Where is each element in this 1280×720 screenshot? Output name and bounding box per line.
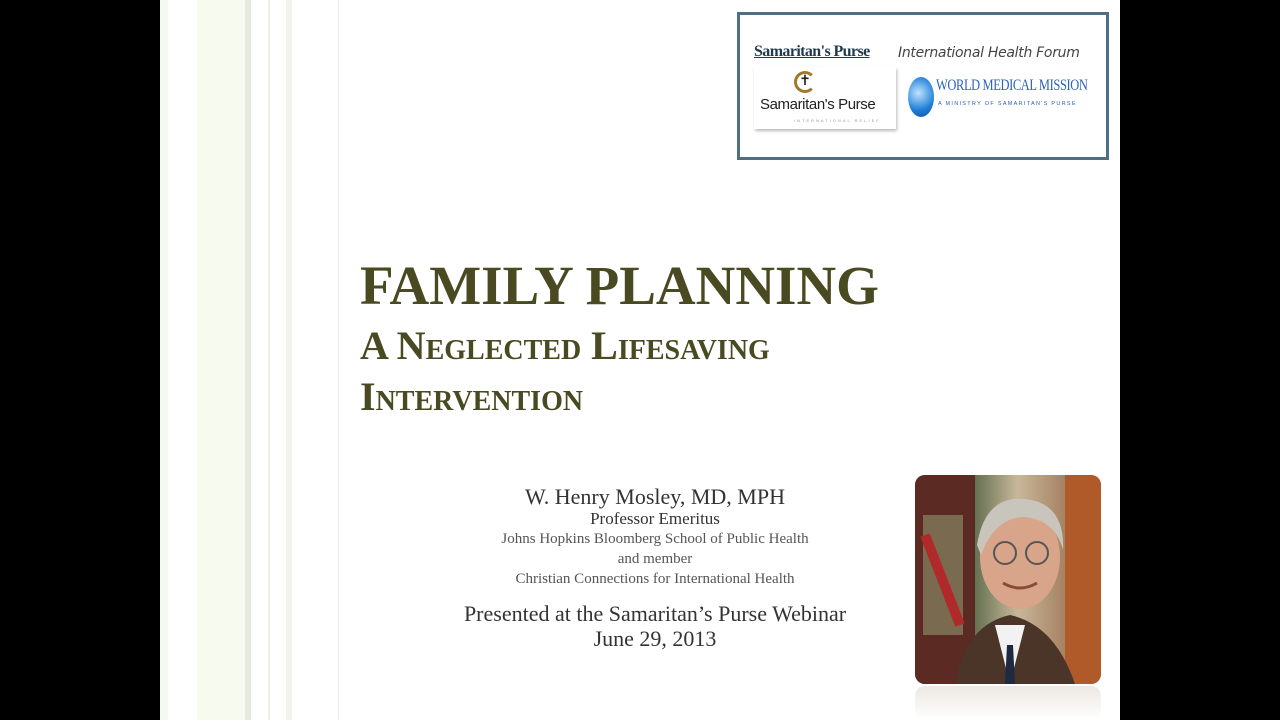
author-institution: Johns Hopkins Bloomberg School of Public Health: [501, 531, 809, 547]
portrait-illustration: [915, 475, 1101, 684]
slide-subtitle: A Neglected Lifesaving Intervention: [360, 323, 770, 419]
author-photo: [915, 475, 1101, 684]
author-organization: Christian Connections for International Health: [515, 571, 795, 587]
decorative-stripe: [338, 0, 339, 720]
decorative-stripe: [268, 0, 270, 720]
author-role: Professor Emeritus: [590, 509, 720, 528]
author-and-member: and member: [617, 551, 693, 567]
world-medical-mission-logo: WORLD MEDICAL MISSION: [936, 77, 1088, 94]
slide-title: FAMILY PLANNING: [360, 255, 879, 316]
forum-name: International Health Forum: [898, 45, 1080, 61]
globe-icon: [908, 77, 934, 117]
presented-at: Presented at the Samaritan’s Purse Webinar: [463, 601, 847, 626]
world-medical-mission-tagline: A MINISTRY OF SAMARITAN'S PURSE: [938, 101, 1077, 107]
photo-reflection: [915, 686, 1101, 720]
samaritans-purse-logo: [754, 67, 896, 129]
author-name: W. Henry Mosley, MD, MPH: [525, 484, 785, 509]
presentation-date: June 29, 2013: [593, 626, 717, 651]
decorative-stripe: [245, 0, 251, 720]
decorative-stripe: [286, 0, 292, 720]
cross-icon: ✝: [794, 71, 816, 93]
decorative-stripe: [197, 0, 247, 720]
samaritans-purse-tagline: INTERNATIONAL RELIEF: [794, 118, 881, 123]
sponsor-logo-banner: [737, 12, 1109, 160]
samaritans-purse-logo-text: Samaritan's Purse: [760, 96, 876, 113]
slide: [160, 0, 1120, 720]
samaritans-purse-heading: Samaritan's Purse: [754, 43, 870, 60]
decorative-stripe: [160, 0, 168, 720]
author-block: [400, 484, 910, 651]
